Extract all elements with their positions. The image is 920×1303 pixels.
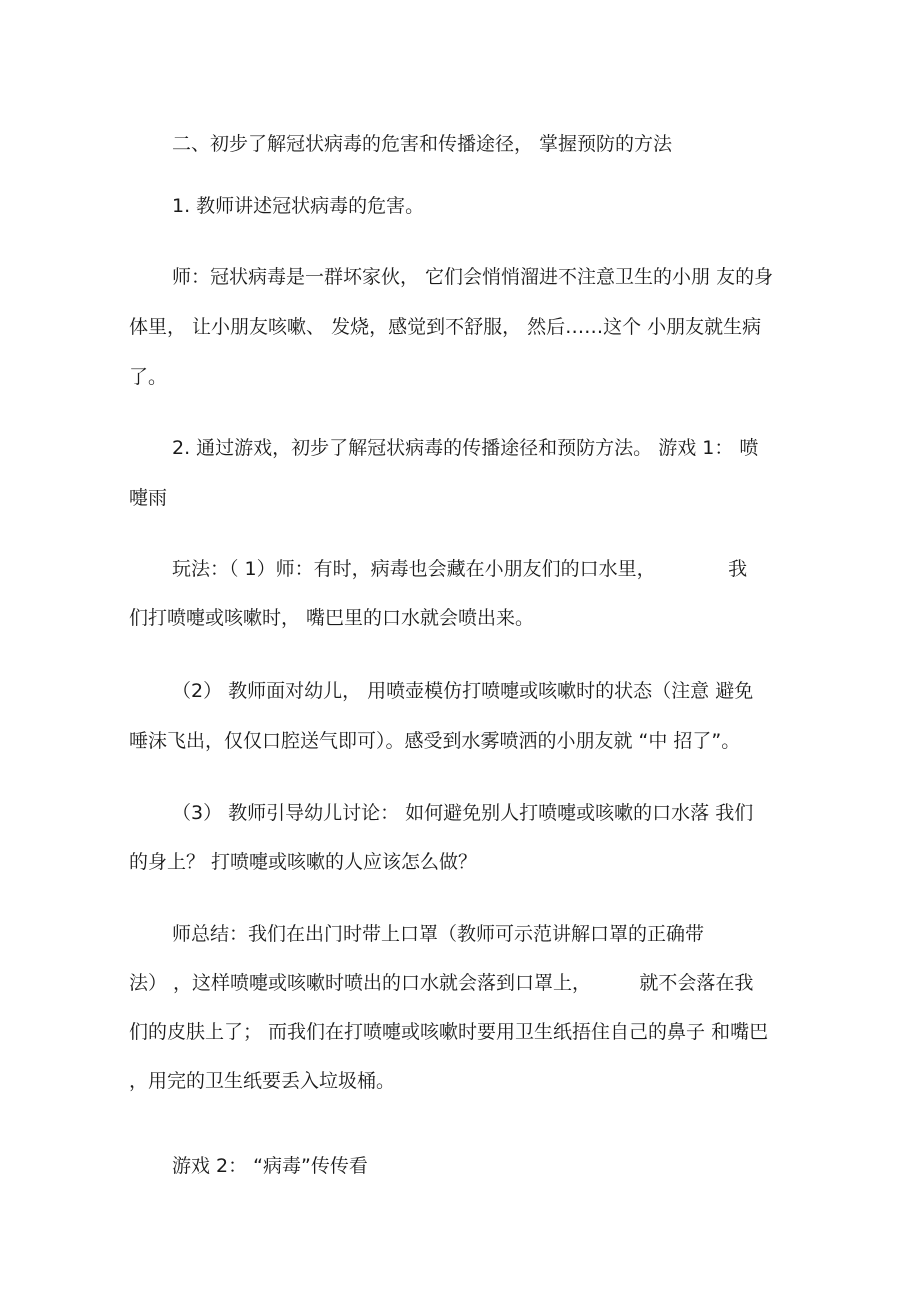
paragraph-line: 法） ，这样喷嚏或咳嗽时喷出的口水就会落到口罩上， 就不会落在我	[129, 972, 754, 994]
paragraph-line: 体里， 让小朋友咳嗽、 发烧，感觉到不舒服， 然后……这个 小朋友就生病	[129, 316, 762, 338]
paragraph-line: ，用完的卫生纸要丢入垃圾桶。	[129, 1070, 396, 1092]
paragraph-line: 的身上？ 打喷嚏或咳嗽的人应该怎么做？	[129, 851, 478, 873]
step-3-line: （3） 教师引导幼儿讨论： 如何避免别人打喷嚏或咳嗽的口水落 我们	[172, 802, 754, 824]
item-1-title: 1. 教师讲述冠状病毒的危害。	[172, 195, 425, 217]
paragraph-line: 嚏雨	[129, 487, 168, 509]
paragraph-line: 了。	[129, 366, 168, 388]
paragraph-line: 们的皮肤上了； 而我们在打喷嚏或咳嗽时要用卫生纸捂住自己的鼻子 和嘴巴	[129, 1021, 769, 1043]
paragraph-line: 们打喷嚏或咳嗽时， 嘴巴里的口水就会喷出来。	[129, 607, 535, 629]
game-2-title: 游戏 2： “病毒”传传看	[172, 1155, 368, 1177]
paragraph-line: 唾沫飞出，仅仅口腔送气即可）。感受到水雾喷洒的小朋友就 “中 招了”。	[129, 730, 741, 752]
summary-line: 师总结：我们在出门时带上口罩（教师可示范讲解口罩的正确带	[172, 923, 705, 945]
item-2-title: 2. 通过游戏，初步了解冠状病毒的传播途径和预防方法。 游戏 1： 喷	[172, 437, 759, 459]
step-2-line: （2） 教师面对幼儿， 用喷壶模仿打喷嚏或咳嗽时的状态（注意 避免	[172, 680, 754, 702]
play-rules-line: 玩法：（ 1）师：有时，病毒也会藏在小朋友们的口水里， 我	[172, 558, 748, 580]
section-heading: 二、初步了解冠状病毒的危害和传播途径， 掌握预防的方法	[172, 133, 673, 155]
paragraph-line: 师：冠状病毒是一群坏家伙， 它们会悄悄溜进不注意卫生的小朋 友的身	[172, 266, 774, 288]
